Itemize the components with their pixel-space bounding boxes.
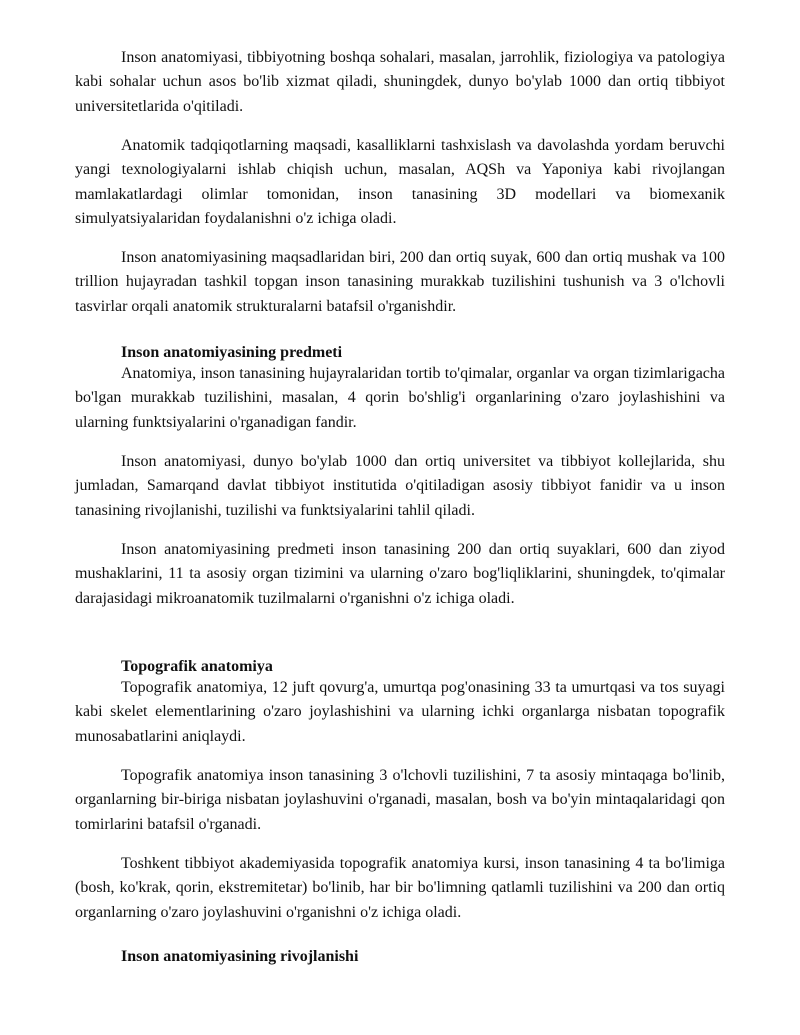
intro-paragraph-3: Inson anatomiyasining maqsadlaridan biri, 200 dan ortiq suyak, 600 dan ortiq mushak va 100 trillion hujayradan tashkil topgan inson tanasining murakkab tuzilishini tushunish va 3 o'lchovli tasvirlar orqali anatomik strukturalarni batafsil o'rganishdir. — [75, 249, 725, 315]
section-heading-topografik: Topografik anatomiya — [121, 658, 273, 675]
topografik-paragraph-1: Topografik anatomiya, 12 juft qovurg'a, umurtqa pog'onasining 33 ta umurtqasi va tos suyagi kabi skelet elementlarining o'zaro joylashishini va ularning ichki organlarga nisbatan topografik munosabatlarini aniqlaydi. — [75, 679, 725, 745]
intro-paragraph-1: Inson anatomiyasi, tibbiyotning boshqa sohalari, masalan, jarrohlik, fiziologiya va patologiya kabi sohalar uchun asos bo'lib xizmat qiladi, shuningdek, dunyo bo'ylab 1000 dan ortiq tibbiyot universitetlarida o'qitiladi. — [75, 49, 725, 115]
predmeti-paragraph-1: Anatomiya, inson tanasining hujayralaridan tortib to'qimalar, organlar va organ tizimlarigacha bo'lgan murakkab tuzilishini, masalan, 4 qorin bo'shlig'i organlarining o'zaro joylashishini va ularning funktsiyalarini o'rganadigan fandir. — [75, 365, 725, 431]
predmeti-paragraph-2: Inson anatomiyasi, dunyo bo'ylab 1000 dan ortiq universitet va tibbiyot kollejlarida, shu jumladan, Samarqand davlat tibbiyot institutida o'qitiladigan asosiy tibbiyot fanidir va u inson tanasining rivojlanishi, tuzilishi va funktsiyalarini tahlil qiladi. — [75, 453, 725, 519]
section-heading-predmeti: Inson anatomiyasining predmeti — [121, 344, 343, 361]
intro-paragraph-2: Anatomik tadqiqotlarning maqsadi, kasalliklarni tashxislash va davolashda yordam beruvchi yangi texnologiyalarni ishlab chiqish uchun, masalan, AQSh va Yaponiya kabi rivojlangan mamlakatlardagi olimlar tomonidan, inson tanasining 3D modellari va biomexanik simulyatsiyalaridan foydalanishni o'z ichiga oladi. — [75, 137, 725, 228]
section-heading-rivojlanishi: Inson anatomiyasining rivojlanishi — [121, 948, 359, 965]
topografik-paragraph-3: Toshkent tibbiyot akademiyasida topografik anatomiya kursi, inson tanasining 4 ta bo'limiga (bosh, ko'krak, qorin, ekstremitetar) bo'linib, har bir bo'limning qatlamli tuzilishini va 200 dan ortiq organlarning o'zaro joylashuvini o'rganishni o'z ichiga oladi. — [75, 855, 725, 921]
predmeti-paragraph-3: Inson anatomiyasining predmeti inson tanasining 200 dan ortiq suyaklari, 600 dan ziyod mushaklarini, 11 ta asosiy organ tizimini va ularning o'zaro bog'liqliklarini, shuningdek, to'qimalar darajasidagi mikroanatomik tuzilmalarni o'rganishni o'z ichiga oladi. — [75, 541, 725, 607]
topografik-paragraph-2: Topografik anatomiya inson tanasining 3 o'lchovli tuzilishini, 7 ta asosiy mintaqaga bo'linib, organlarning bir-biriga nisbatan joylashuvini o'rganadi, masalan, bosh va bo'yin mintaqalaridagi qon tomirlarini batafsil o'rganadi. — [75, 767, 725, 833]
